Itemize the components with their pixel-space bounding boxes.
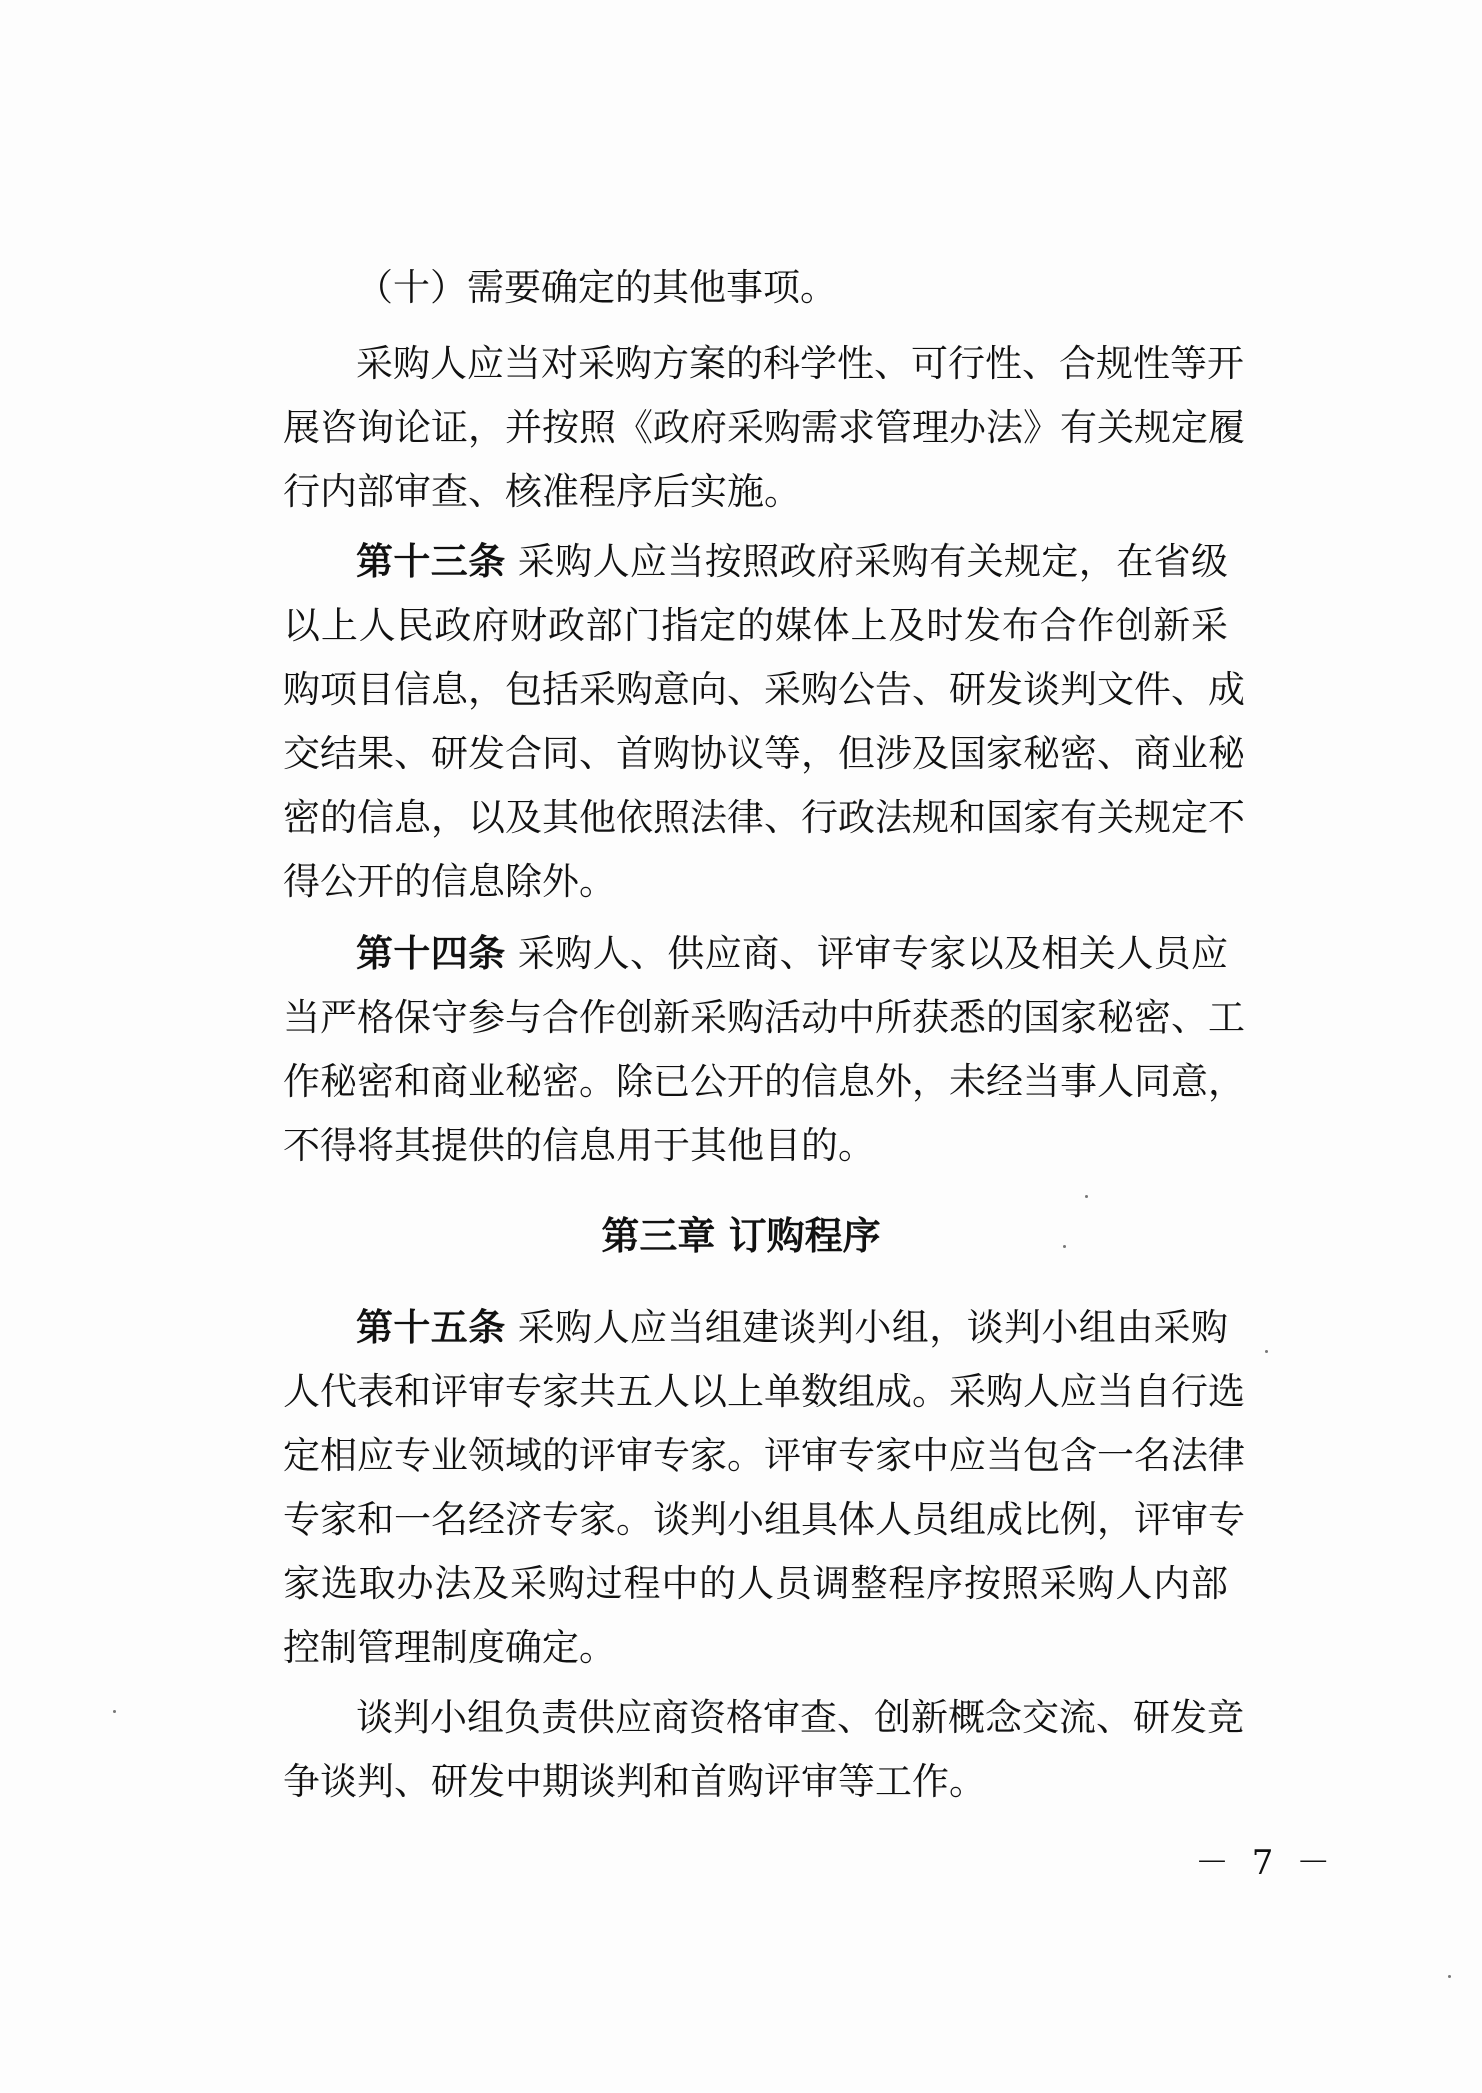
paragraph-line: 购项目信息，包括采购意向、采购公告、研发谈判文件、成 <box>283 668 1245 711</box>
paragraph-line: 定相应专业领域的评审专家。评审专家中应当包含一名法律 <box>283 1434 1245 1477</box>
paragraph-line: 专家和一名经济专家。谈判小组具体人员组成比例，评审专 <box>283 1498 1245 1541</box>
article-14-text: 采购人、供应商、评审专家以及相关人员应 <box>505 932 1228 975</box>
article-14-label: 第十四条 <box>356 932 506 975</box>
paragraph-line: 得公开的信息除外。 <box>283 860 616 903</box>
paragraph-line: 行内部审查、核准程序后实施。 <box>283 470 801 513</box>
paragraph-line: 展咨询论证，并按照《政府采购需求管理办法》有关规定履 <box>283 406 1245 449</box>
article-15-text: 采购人应当组建谈判小组，谈判小组由采购 <box>505 1306 1228 1349</box>
paragraph-line: 作秘密和商业秘密。除已公开的信息外，未经当事人同意， <box>283 1060 1245 1103</box>
article-13-line <box>356 530 1228 594</box>
paragraph-line: 人代表和评审专家共五人以上单数组成。采购人应当自行选 <box>283 1370 1245 1413</box>
chapter-heading: 第三章 订购程序 <box>601 1214 881 1258</box>
paragraph-line: 争谈判、研发中期谈判和首购评审等工作。 <box>283 1760 986 1803</box>
scan-speck <box>1085 1195 1088 1198</box>
scan-speck <box>1448 1975 1451 1978</box>
paragraph-line: 谈判小组负责供应商资格审查、创新概念交流、研发竞 <box>356 1696 1244 1739</box>
paragraph-line: 密的信息，以及其他依照法律、行政法规和国家有关规定不 <box>283 796 1245 839</box>
paragraph-line: 交结果、研发合同、首购协议等，但涉及国家秘密、商业秘 <box>283 732 1245 775</box>
paragraph-line: （十）需要确定的其他事项。 <box>356 266 837 309</box>
paragraph-line: 家选取办法及采购过程中的人员调整程序按照采购人内部 <box>283 1562 1228 1605</box>
scan-speck <box>1265 1350 1268 1353</box>
paragraph-line: 以上人民政府财政部门指定的媒体上及时发布合作创新采 <box>283 604 1228 647</box>
paragraph-line: 当严格保守参与合作创新采购活动中所获悉的国家秘密、工 <box>283 996 1245 1039</box>
paragraph-line: 控制管理制度确定。 <box>283 1626 616 1669</box>
article-15-line <box>356 1296 1228 1360</box>
article-13-label: 第十三条 <box>356 540 506 583</box>
paragraph-line: 不得将其提供的信息用于其他目的。 <box>283 1124 875 1167</box>
paragraph-line: 采购人应当对采购方案的科学性、可行性、合规性等开 <box>356 342 1244 385</box>
article-13-text: 采购人应当按照政府采购有关规定，在省级 <box>505 540 1228 583</box>
scan-speck <box>113 1710 116 1713</box>
page-number: － 7 － <box>1195 1843 1337 1883</box>
article-14-line <box>356 922 1228 986</box>
article-15-label: 第十五条 <box>356 1306 506 1349</box>
scan-speck <box>1063 1245 1066 1248</box>
